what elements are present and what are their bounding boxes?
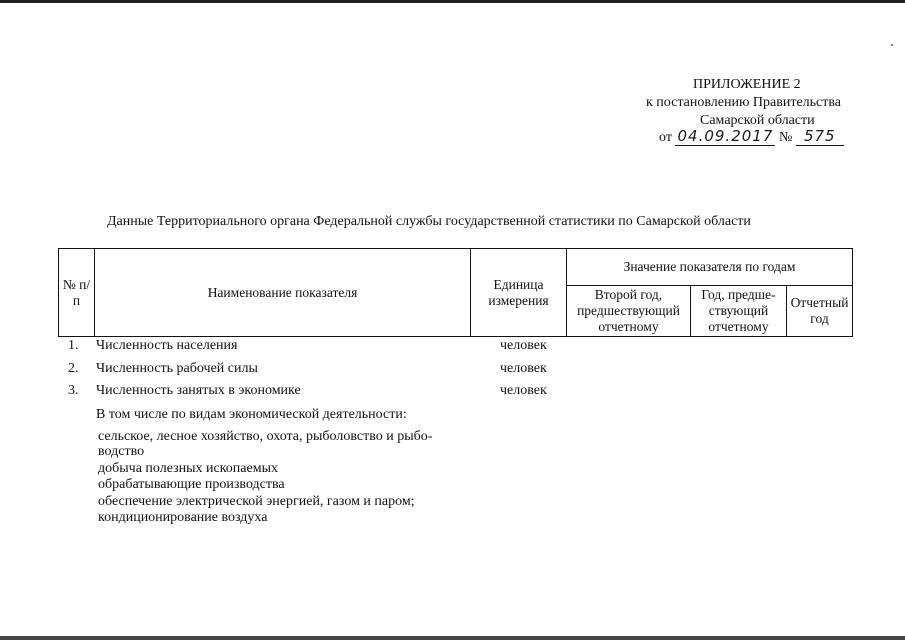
scan-edge-top [0,0,905,3]
row-2-name: Численность рабочей силы [96,361,258,376]
document-title: Данные Территориального органа Федеральной службы государственной статистики по Самарской области [107,214,751,229]
activity-subheading: В том числе по видам экономической деятельности: [96,407,407,422]
row-1-unit: человек [500,338,547,353]
date-field [675,129,775,146]
header-number: № п/п [59,249,95,337]
number-value: 575 [803,127,836,145]
row-3-name: Численность занятых в экономике [96,383,301,398]
row-2-number: 2. [68,361,79,376]
scan-edge-bottom [0,636,905,640]
statistics-table [58,248,853,337]
date-value: 04.09.2017 [677,127,774,145]
activity-item: добыча полезных ископаемых [98,461,278,476]
row-2-unit: человек [500,361,547,376]
activity-item: водство [98,444,145,459]
appendix-date-line [659,129,844,147]
row-1-name: Численность населения [96,338,238,353]
header-year-second-previous: Второй год, предшествующий отчетному [567,286,691,337]
header-indicator-name: Наименование показателя [95,249,471,337]
row-1-number: 1. [68,338,79,353]
row-3-unit: человек [500,383,547,398]
appendix-title: ПРИЛОЖЕНИЕ 2 [693,77,801,92]
activity-item: обеспечение электрической энергией, газом и паром; [98,494,415,509]
appendix-line-region: Самарской области [700,113,815,128]
header-year-previous: Год, предше-ствующий отчетному [691,286,787,337]
header-unit: Единица измерения [471,249,567,337]
row-3-number: 3. [68,383,79,398]
activity-item: обрабатывающие производства [98,477,285,492]
header-values-by-year: Значение показателя по годам [567,249,853,286]
number-prefix: № [778,130,793,145]
date-prefix: от [659,130,672,145]
appendix-line-resolution: к постановлению Правительства [646,95,842,110]
activity-item: сельское, лесное хозяйство, охота, рыболовство и рыбо- [98,429,433,444]
header-year-reporting: Отчетный год [787,286,853,337]
scan-speck [891,44,893,46]
number-field [796,129,844,146]
activity-item: кондиционирование воздуха [98,510,268,525]
